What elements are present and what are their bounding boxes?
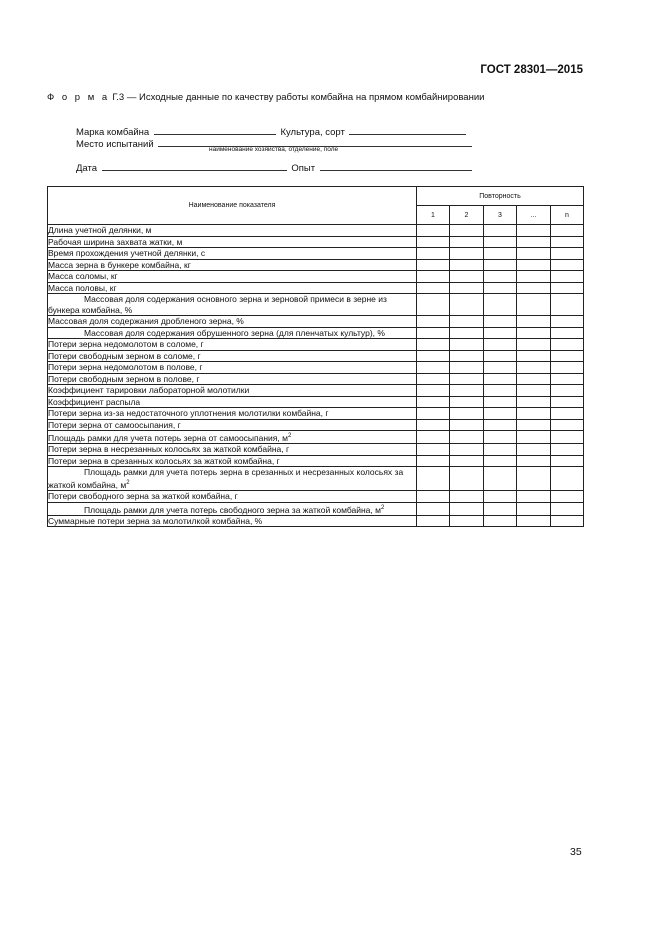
value-cell[interactable] (517, 236, 551, 248)
value-cell[interactable] (551, 282, 584, 294)
row-label (48, 491, 417, 503)
value-cell[interactable] (517, 515, 551, 527)
table-row (48, 431, 584, 444)
value-cell[interactable] (551, 502, 584, 515)
value-cell[interactable] (417, 248, 450, 260)
row-label-text: Масса зерна в бункере комбайна, кг (48, 259, 191, 270)
value-cell[interactable] (417, 350, 450, 362)
value-cell[interactable] (484, 350, 517, 362)
row-label-text: Потери зерна от самоосыпания, г (48, 419, 181, 430)
value-cell[interactable] (450, 294, 484, 316)
value-cell[interactable] (551, 431, 584, 444)
value-cell[interactable] (484, 385, 517, 397)
row-label-text: Потери зерна из-за недостаточного уплотнения молотилки комбайна, г (48, 408, 329, 418)
table-row (48, 467, 584, 491)
date-experiment-line (76, 160, 474, 174)
table-row (48, 327, 584, 339)
row-label (48, 339, 417, 351)
value-cell[interactable] (551, 327, 584, 339)
row-label (48, 259, 417, 271)
value-cell[interactable] (551, 362, 584, 374)
value-cell[interactable] (484, 444, 517, 456)
value-cell[interactable] (484, 502, 517, 515)
row-label-text: Потери зерна в несрезанных колосьях за жаткой комбайна, г (48, 444, 290, 455)
form-number: Г.3 (112, 92, 125, 103)
row-label (48, 236, 417, 248)
value-cell[interactable] (484, 248, 517, 260)
value-cell[interactable] (450, 491, 484, 503)
value-cell[interactable] (450, 259, 484, 271)
value-cell[interactable] (551, 467, 584, 491)
value-cell[interactable] (551, 396, 584, 408)
row-label (48, 444, 417, 456)
row-label (48, 455, 417, 467)
table-row (48, 373, 584, 385)
value-cell[interactable] (417, 455, 450, 467)
value-cell[interactable] (450, 419, 484, 431)
value-cell[interactable] (484, 491, 517, 503)
crop-label: Культура, сорт (280, 127, 345, 138)
value-cell[interactable] (450, 362, 484, 374)
row-label-text: Коэффициент тарировки лабораторной молотилки (48, 385, 250, 395)
table-row (48, 385, 584, 397)
row-label-superscript: 2 (287, 433, 292, 439)
row-label (48, 225, 417, 237)
value-cell[interactable] (484, 271, 517, 283)
value-cell[interactable] (551, 455, 584, 467)
row-label-text: Площадь рамки для учета потерь зерна в срезанных и несрезанных колосьях за жаткой комбайна, м (48, 467, 404, 490)
row-label (48, 373, 417, 385)
value-cell[interactable] (484, 282, 517, 294)
value-cell[interactable] (551, 236, 584, 248)
value-cell[interactable] (517, 248, 551, 260)
table-row (48, 419, 584, 431)
form-title-text: — Исходные данные по качеству работы комбайна на прямом комбайнировании (126, 92, 485, 103)
value-cell[interactable] (450, 408, 484, 420)
value-cell[interactable] (484, 515, 517, 527)
value-cell[interactable] (417, 467, 450, 491)
value-cell[interactable] (551, 419, 584, 431)
row-label (48, 327, 417, 339)
table-row (48, 515, 584, 527)
row-label-text: Длина учетной делянки, м (48, 225, 152, 235)
row-label-text: Потери свободным зерном в соломе, г (48, 350, 201, 361)
value-cell[interactable] (417, 327, 450, 339)
value-cell[interactable] (551, 350, 584, 362)
table-row (48, 362, 584, 374)
column-header-repeat-5: n (551, 206, 584, 225)
value-cell[interactable] (450, 248, 484, 260)
value-cell[interactable] (450, 455, 484, 467)
value-cell[interactable] (551, 515, 584, 527)
value-cell[interactable] (551, 444, 584, 456)
table-row (48, 444, 584, 456)
row-label (48, 282, 417, 294)
row-label-superscript: 2 (126, 479, 130, 486)
value-cell[interactable] (417, 396, 450, 408)
row-label (48, 271, 417, 283)
value-cell[interactable] (450, 385, 484, 397)
value-cell[interactable] (450, 271, 484, 283)
value-cell[interactable] (450, 467, 484, 491)
row-label (48, 467, 417, 491)
value-cell[interactable] (450, 327, 484, 339)
row-label-text: Массовая доля содержания обрушенного зерна (для пленчатых культур), % (84, 327, 385, 338)
value-cell[interactable] (517, 444, 551, 456)
row-label (48, 362, 417, 374)
row-label (48, 396, 417, 408)
value-cell[interactable] (417, 316, 450, 328)
value-cell[interactable] (484, 362, 517, 374)
value-cell[interactable] (450, 396, 484, 408)
row-label-text: Площадь рамки для учета потерь свободного зерна за жаткой комбайна, м (84, 504, 381, 515)
document-code: ГОСТ 28301—2015 (480, 64, 583, 76)
experiment-label: Опыт (291, 163, 316, 174)
date-label: Дата (76, 163, 98, 174)
row-label (48, 350, 417, 362)
value-cell[interactable] (517, 225, 551, 237)
value-cell[interactable] (450, 339, 484, 351)
table-row (48, 408, 584, 420)
value-cell[interactable] (484, 225, 517, 237)
value-cell[interactable] (517, 455, 551, 467)
table-row (48, 271, 584, 283)
value-cell[interactable] (417, 385, 450, 397)
value-cell[interactable] (517, 316, 551, 328)
value-cell[interactable] (517, 431, 551, 444)
row-label-text: Потери зерна в срезанных колосьях за жаткой комбайна, г (48, 455, 280, 466)
experiment-field[interactable] (320, 160, 472, 171)
value-cell[interactable] (484, 467, 517, 491)
value-cell[interactable] (517, 502, 551, 515)
value-cell[interactable] (450, 373, 484, 385)
value-cell[interactable] (417, 339, 450, 351)
value-cell[interactable] (484, 373, 517, 385)
row-label-text: Рабочая ширина захвата жатки, м (48, 236, 183, 247)
column-header-repeat-3: 3 (484, 206, 517, 225)
value-cell[interactable] (484, 455, 517, 467)
value-cell[interactable] (517, 294, 551, 316)
value-cell[interactable] (517, 259, 551, 271)
value-cell[interactable] (417, 362, 450, 374)
table-row (48, 248, 584, 260)
row-label-text: Площадь рамки для учета потерь зерна от самоосыпания, м (48, 432, 288, 443)
value-cell[interactable] (551, 491, 584, 503)
row-label (48, 515, 417, 527)
row-label-text: Массовая доля содержания основного зерна и зерновой примеси в зерне из бункера комбайна, % (48, 294, 387, 315)
value-cell[interactable] (450, 502, 484, 515)
value-cell[interactable] (417, 282, 450, 294)
value-cell[interactable] (484, 327, 517, 339)
value-cell[interactable] (551, 259, 584, 271)
value-cell[interactable] (517, 396, 551, 408)
value-cell[interactable] (551, 373, 584, 385)
row-label-text: Потери зерна недомолотом в соломе, г (48, 339, 204, 349)
value-cell[interactable] (450, 515, 484, 527)
row-label (48, 316, 417, 328)
row-label (48, 408, 417, 420)
form-prefix: Ф о р м а (47, 92, 110, 103)
table-row (48, 236, 584, 248)
value-cell[interactable] (484, 236, 517, 248)
value-cell[interactable] (517, 271, 551, 283)
value-cell[interactable] (484, 419, 517, 431)
table-row (48, 225, 584, 237)
value-cell[interactable] (484, 408, 517, 420)
table-row (48, 502, 584, 515)
value-cell[interactable] (551, 248, 584, 260)
value-cell[interactable] (417, 444, 450, 456)
row-label (48, 294, 417, 316)
column-header-repeat-1: 1 (417, 206, 450, 225)
column-header-repeat-2: 2 (450, 206, 484, 225)
value-cell[interactable] (417, 431, 450, 444)
row-label (48, 419, 417, 431)
row-label-text: Суммарные потери зерна за молотилкой комбайна, % (48, 515, 263, 526)
value-cell[interactable] (484, 339, 517, 351)
crop-field[interactable] (349, 124, 466, 135)
value-cell[interactable] (450, 316, 484, 328)
table-row (48, 491, 584, 503)
value-cell[interactable] (551, 316, 584, 328)
place-caption: наименование хозяйства, отделение, поле (209, 146, 339, 153)
page-number: 35 (570, 846, 582, 858)
value-cell[interactable] (417, 373, 450, 385)
value-cell[interactable] (517, 491, 551, 503)
row-label-text: Время прохождения учетной делянки, с (48, 248, 206, 258)
value-cell[interactable] (551, 271, 584, 283)
row-label-superscript: 2 (380, 504, 385, 511)
value-cell[interactable] (417, 236, 450, 248)
value-cell[interactable] (450, 350, 484, 362)
table-row (48, 294, 584, 316)
row-label-text: Потери свободным зерном в полове, г (48, 373, 200, 384)
value-cell[interactable] (417, 515, 450, 527)
row-label (48, 248, 417, 260)
form-title (47, 92, 484, 103)
value-cell[interactable] (551, 385, 584, 397)
row-label-text: Потери зерна недомолотом в полове, г (48, 362, 203, 372)
value-cell[interactable] (517, 327, 551, 339)
value-cell[interactable] (450, 444, 484, 456)
value-cell[interactable] (517, 362, 551, 374)
table-row (48, 316, 584, 328)
value-cell[interactable] (484, 294, 517, 316)
table-row (48, 396, 584, 408)
column-header-repeat-4: ... (517, 206, 551, 225)
column-header-repeat: Повторность (417, 187, 584, 206)
value-cell[interactable] (517, 373, 551, 385)
value-cell[interactable] (517, 385, 551, 397)
table-row (48, 259, 584, 271)
table-row (48, 339, 584, 351)
row-label-text: Масса половы, кг (48, 282, 117, 293)
value-cell[interactable] (517, 408, 551, 420)
value-cell[interactable] (450, 431, 484, 444)
row-label-text: Потери свободного зерна за жаткой комбайна, г (48, 491, 238, 502)
value-cell[interactable] (417, 491, 450, 503)
table-row (48, 282, 584, 294)
value-cell[interactable] (417, 502, 450, 515)
value-cell[interactable] (517, 282, 551, 294)
value-cell[interactable] (517, 350, 551, 362)
table-row (48, 455, 584, 467)
brand-field[interactable] (154, 124, 276, 135)
row-label (48, 385, 417, 397)
value-cell[interactable] (417, 408, 450, 420)
row-label-text: Коэффициент распыла (48, 396, 141, 407)
place-label: Место испытаний (76, 139, 154, 150)
date-field[interactable] (102, 160, 287, 171)
value-cell[interactable] (517, 419, 551, 431)
value-cell[interactable] (484, 259, 517, 271)
value-cell[interactable] (450, 225, 484, 237)
value-cell[interactable] (417, 271, 450, 283)
value-cell[interactable] (484, 396, 517, 408)
column-header-name: Наименование показателя (48, 187, 417, 225)
value-cell[interactable] (450, 282, 484, 294)
row-label-text: Масса соломы, кг (48, 271, 118, 281)
value-cell[interactable] (484, 431, 517, 444)
value-cell[interactable] (417, 259, 450, 271)
value-cell[interactable] (417, 294, 450, 316)
value-cell[interactable] (450, 236, 484, 248)
value-cell[interactable] (551, 294, 584, 316)
row-label-text: Массовая доля содержания дробленого зерна, % (48, 316, 244, 326)
data-table (47, 186, 584, 527)
brand-label: Марка комбайна (76, 127, 150, 138)
value-cell[interactable] (417, 225, 450, 237)
value-cell[interactable] (551, 225, 584, 237)
value-cell[interactable] (551, 339, 584, 351)
table-row (48, 350, 584, 362)
value-cell[interactable] (517, 339, 551, 351)
row-label (48, 502, 417, 515)
value-cell[interactable] (417, 419, 450, 431)
row-label (48, 431, 417, 444)
value-cell[interactable] (484, 316, 517, 328)
value-cell[interactable] (517, 467, 551, 491)
value-cell[interactable] (551, 408, 584, 420)
